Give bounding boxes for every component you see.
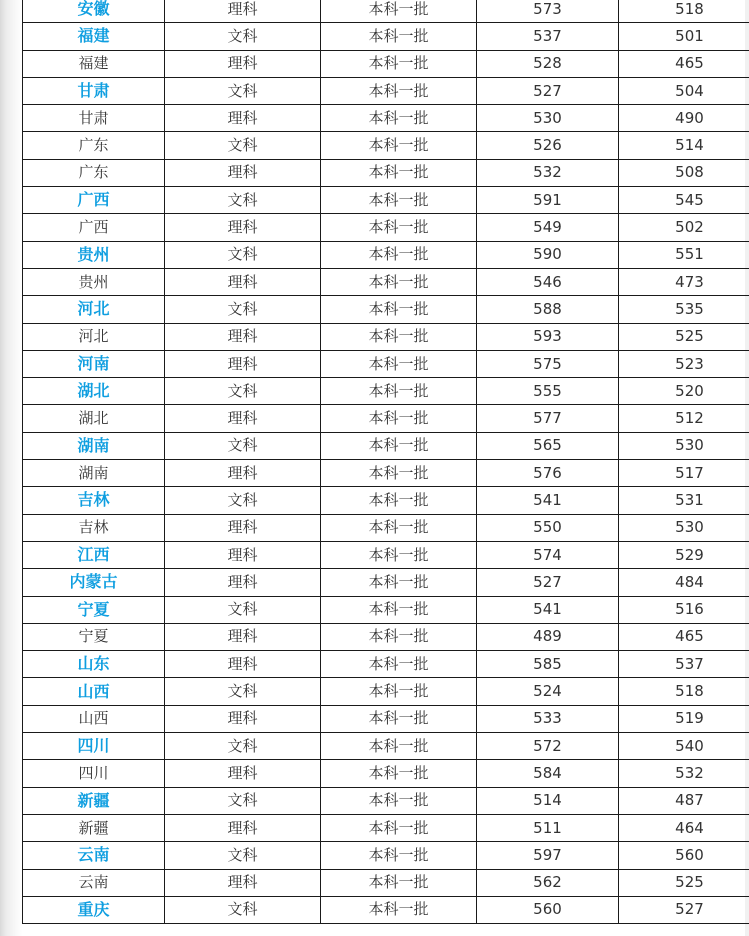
province-link[interactable]: 甘肃 xyxy=(77,81,110,101)
subject-cell: 理科 xyxy=(165,460,321,487)
score-cell: 531 xyxy=(619,487,749,514)
province-label: 广东 xyxy=(78,163,109,182)
subject-cell: 理科 xyxy=(165,651,321,678)
table-row xyxy=(23,896,749,923)
province-label: 四川 xyxy=(78,763,109,782)
table-row xyxy=(23,214,749,241)
province-cell xyxy=(23,760,165,787)
subject-cell: 理科 xyxy=(165,869,321,896)
score-cell: 537 xyxy=(477,23,619,50)
province-label: 贵州 xyxy=(78,272,109,291)
province-cell[interactable] xyxy=(23,432,165,459)
province-cell[interactable] xyxy=(23,296,165,323)
province-cell[interactable] xyxy=(23,77,165,104)
table-row xyxy=(23,623,749,650)
subject-cell: 文科 xyxy=(165,296,321,323)
province-cell[interactable] xyxy=(23,541,165,568)
score-cell: 484 xyxy=(619,569,749,596)
table-row xyxy=(23,596,749,623)
subject-cell: 理科 xyxy=(165,268,321,295)
batch-cell: 本科一批 xyxy=(321,378,477,405)
left-page-gutter xyxy=(0,0,22,936)
score-cell: 551 xyxy=(619,241,749,268)
admission-score-table xyxy=(22,0,749,924)
score-cell: 532 xyxy=(619,760,749,787)
province-cell xyxy=(23,405,165,432)
batch-cell: 本科一批 xyxy=(321,50,477,77)
score-cell: 577 xyxy=(477,405,619,432)
batch-cell: 本科一批 xyxy=(321,187,477,214)
subject-cell: 理科 xyxy=(165,214,321,241)
score-cell: 533 xyxy=(477,705,619,732)
batch-cell: 本科一批 xyxy=(321,214,477,241)
province-label: 山西 xyxy=(78,709,109,728)
province-cell[interactable] xyxy=(23,678,165,705)
score-cell: 519 xyxy=(619,705,749,732)
batch-cell: 本科一批 xyxy=(321,787,477,814)
batch-cell: 本科一批 xyxy=(321,569,477,596)
batch-cell: 本科一批 xyxy=(321,651,477,678)
score-cell: 591 xyxy=(477,187,619,214)
subject-cell: 理科 xyxy=(165,705,321,732)
table-row xyxy=(23,23,749,50)
province-cell xyxy=(23,159,165,186)
batch-cell: 本科一批 xyxy=(321,760,477,787)
batch-cell: 本科一批 xyxy=(321,678,477,705)
batch-cell: 本科一批 xyxy=(321,460,477,487)
subject-cell: 理科 xyxy=(165,514,321,541)
province-link[interactable]: 山西 xyxy=(77,681,110,701)
subject-cell: 文科 xyxy=(165,487,321,514)
score-cell: 520 xyxy=(619,378,749,405)
score-cell: 565 xyxy=(477,432,619,459)
score-cell: 504 xyxy=(619,77,749,104)
province-label: 甘肃 xyxy=(78,108,109,127)
score-cell: 555 xyxy=(477,378,619,405)
table-row xyxy=(23,296,749,323)
province-cell[interactable] xyxy=(23,896,165,923)
score-cell: 508 xyxy=(619,159,749,186)
batch-cell: 本科一批 xyxy=(321,623,477,650)
subject-cell: 文科 xyxy=(165,787,321,814)
subject-cell: 文科 xyxy=(165,77,321,104)
province-cell xyxy=(23,623,165,650)
province-cell xyxy=(23,323,165,350)
score-cell: 464 xyxy=(619,814,749,841)
table-row xyxy=(23,50,749,77)
score-cell: 537 xyxy=(619,651,749,678)
province-cell xyxy=(23,132,165,159)
province-link[interactable]: 河北 xyxy=(77,299,110,319)
score-cell: 524 xyxy=(477,678,619,705)
score-cell: 487 xyxy=(619,787,749,814)
score-cell: 535 xyxy=(619,296,749,323)
table-row xyxy=(23,460,749,487)
province-label: 广西 xyxy=(78,218,109,237)
score-cell: 465 xyxy=(619,623,749,650)
score-cell: 560 xyxy=(477,896,619,923)
subject-cell: 文科 xyxy=(165,132,321,159)
table-row xyxy=(23,187,749,214)
score-cell: 517 xyxy=(619,460,749,487)
province-link[interactable]: 安徽 xyxy=(77,0,110,19)
score-cell: 541 xyxy=(477,487,619,514)
batch-cell: 本科一批 xyxy=(321,814,477,841)
batch-cell: 本科一批 xyxy=(321,268,477,295)
province-label: 福建 xyxy=(78,54,109,73)
table-row xyxy=(23,814,749,841)
score-cell: 527 xyxy=(477,569,619,596)
score-cell: 560 xyxy=(619,842,749,869)
score-cell: 511 xyxy=(477,814,619,841)
table-row xyxy=(23,733,749,760)
score-cell: 525 xyxy=(619,323,749,350)
batch-cell: 本科一批 xyxy=(321,896,477,923)
subject-cell: 理科 xyxy=(165,159,321,186)
table-row xyxy=(23,405,749,432)
subject-cell: 理科 xyxy=(165,0,321,23)
table-row xyxy=(23,651,749,678)
score-cell: 525 xyxy=(619,869,749,896)
province-cell[interactable] xyxy=(23,787,165,814)
province-label: 湖北 xyxy=(78,409,109,428)
subject-cell: 文科 xyxy=(165,842,321,869)
batch-cell: 本科一批 xyxy=(321,541,477,568)
province-label: 广东 xyxy=(78,136,109,155)
province-link[interactable]: 江西 xyxy=(77,545,110,565)
subject-cell: 理科 xyxy=(165,541,321,568)
score-cell: 545 xyxy=(619,187,749,214)
score-cell: 546 xyxy=(477,268,619,295)
batch-cell: 本科一批 xyxy=(321,514,477,541)
batch-cell: 本科一批 xyxy=(321,596,477,623)
province-cell[interactable] xyxy=(23,651,165,678)
subject-cell: 理科 xyxy=(165,350,321,377)
batch-cell: 本科一批 xyxy=(321,432,477,459)
batch-cell: 本科一批 xyxy=(321,842,477,869)
province-link[interactable]: 吉林 xyxy=(77,490,110,510)
batch-cell: 本科一批 xyxy=(321,705,477,732)
province-cell[interactable] xyxy=(23,487,165,514)
subject-cell: 理科 xyxy=(165,814,321,841)
score-cell: 514 xyxy=(619,132,749,159)
score-cell: 530 xyxy=(619,432,749,459)
province-link[interactable]: 重庆 xyxy=(77,899,110,919)
table-row xyxy=(23,350,749,377)
batch-cell: 本科一批 xyxy=(321,159,477,186)
subject-cell: 文科 xyxy=(165,596,321,623)
batch-cell: 本科一批 xyxy=(321,23,477,50)
batch-cell: 本科一批 xyxy=(321,132,477,159)
score-cell: 465 xyxy=(619,50,749,77)
province-label: 湖南 xyxy=(78,463,109,482)
batch-cell: 本科一批 xyxy=(321,733,477,760)
subject-cell: 文科 xyxy=(165,432,321,459)
score-cell: 518 xyxy=(619,0,749,23)
subject-cell: 理科 xyxy=(165,405,321,432)
score-cell: 593 xyxy=(477,323,619,350)
province-cell[interactable] xyxy=(23,733,165,760)
score-cell: 574 xyxy=(477,541,619,568)
score-cell: 530 xyxy=(477,105,619,132)
province-link[interactable]: 广西 xyxy=(77,190,110,210)
batch-cell: 本科一批 xyxy=(321,241,477,268)
subject-cell: 文科 xyxy=(165,733,321,760)
province-cell xyxy=(23,268,165,295)
province-cell[interactable] xyxy=(23,241,165,268)
subject-cell: 文科 xyxy=(165,378,321,405)
province-cell xyxy=(23,814,165,841)
province-cell[interactable] xyxy=(23,187,165,214)
batch-cell: 本科一批 xyxy=(321,405,477,432)
province-cell[interactable] xyxy=(23,350,165,377)
score-cell: 528 xyxy=(477,50,619,77)
score-cell: 532 xyxy=(477,159,619,186)
score-cell: 585 xyxy=(477,651,619,678)
province-link[interactable]: 湖南 xyxy=(77,435,110,455)
province-label: 吉林 xyxy=(78,518,109,537)
table-row xyxy=(23,159,749,186)
province-cell[interactable] xyxy=(23,569,165,596)
score-cell: 527 xyxy=(477,77,619,104)
table-row xyxy=(23,541,749,568)
subject-cell: 文科 xyxy=(165,896,321,923)
table-row xyxy=(23,869,749,896)
batch-cell: 本科一批 xyxy=(321,105,477,132)
subject-cell: 理科 xyxy=(165,323,321,350)
province-link[interactable]: 贵州 xyxy=(77,244,110,264)
score-cell: 541 xyxy=(477,596,619,623)
subject-cell: 文科 xyxy=(165,241,321,268)
score-cell: 514 xyxy=(477,787,619,814)
province-cell[interactable] xyxy=(23,378,165,405)
table-row xyxy=(23,760,749,787)
score-cell: 597 xyxy=(477,842,619,869)
table-row xyxy=(23,569,749,596)
batch-cell: 本科一批 xyxy=(321,350,477,377)
province-link[interactable]: 云南 xyxy=(77,845,110,865)
table-row xyxy=(23,268,749,295)
batch-cell: 本科一批 xyxy=(321,487,477,514)
province-link[interactable]: 山东 xyxy=(77,654,110,674)
score-cell: 473 xyxy=(619,268,749,295)
batch-cell: 本科一批 xyxy=(321,0,477,23)
score-cell: 590 xyxy=(477,241,619,268)
score-cell: 489 xyxy=(477,623,619,650)
score-cell: 529 xyxy=(619,541,749,568)
table-row xyxy=(23,241,749,268)
score-cell: 523 xyxy=(619,350,749,377)
table-row xyxy=(23,77,749,104)
subject-cell: 理科 xyxy=(165,105,321,132)
score-cell: 572 xyxy=(477,733,619,760)
score-cell: 490 xyxy=(619,105,749,132)
province-cell xyxy=(23,514,165,541)
province-cell xyxy=(23,869,165,896)
table-row xyxy=(23,705,749,732)
table-row xyxy=(23,787,749,814)
table-row xyxy=(23,487,749,514)
province-label: 宁夏 xyxy=(78,627,109,646)
province-cell[interactable] xyxy=(23,23,165,50)
subject-cell: 理科 xyxy=(165,760,321,787)
score-cell: 530 xyxy=(619,514,749,541)
score-table-body xyxy=(23,0,749,924)
score-cell: 588 xyxy=(477,296,619,323)
score-cell: 550 xyxy=(477,514,619,541)
table-row xyxy=(23,678,749,705)
score-cell: 540 xyxy=(619,733,749,760)
province-cell xyxy=(23,50,165,77)
table-row xyxy=(23,842,749,869)
score-cell: 502 xyxy=(619,214,749,241)
table-row xyxy=(23,378,749,405)
batch-cell: 本科一批 xyxy=(321,77,477,104)
province-cell xyxy=(23,214,165,241)
subject-cell: 文科 xyxy=(165,23,321,50)
province-link[interactable]: 福建 xyxy=(77,26,110,46)
province-cell xyxy=(23,105,165,132)
province-cell[interactable] xyxy=(23,842,165,869)
score-cell: 584 xyxy=(477,760,619,787)
table-row xyxy=(23,132,749,159)
subject-cell: 文科 xyxy=(165,187,321,214)
province-link[interactable]: 河南 xyxy=(77,354,110,373)
table-row xyxy=(23,432,749,459)
score-cell: 518 xyxy=(619,678,749,705)
score-cell: 516 xyxy=(619,596,749,623)
table-row xyxy=(23,0,749,23)
table-row xyxy=(23,323,749,350)
subject-cell: 理科 xyxy=(165,50,321,77)
batch-cell: 本科一批 xyxy=(321,323,477,350)
province-link[interactable]: 宁夏 xyxy=(77,599,110,619)
province-label: 河北 xyxy=(78,327,109,346)
score-cell: 501 xyxy=(619,23,749,50)
province-label: 云南 xyxy=(78,873,109,892)
province-link[interactable]: 四川 xyxy=(77,736,110,756)
subject-cell: 文科 xyxy=(165,678,321,705)
province-link[interactable]: 湖北 xyxy=(77,381,110,401)
province-cell[interactable] xyxy=(23,0,165,23)
batch-cell: 本科一批 xyxy=(321,296,477,323)
score-cell: 549 xyxy=(477,214,619,241)
score-cell: 573 xyxy=(477,0,619,23)
score-cell: 575 xyxy=(477,350,619,377)
table-row xyxy=(23,514,749,541)
province-label: 新疆 xyxy=(78,818,109,837)
province-link[interactable]: 新疆 xyxy=(77,790,110,810)
province-cell xyxy=(23,705,165,732)
table-row xyxy=(23,105,749,132)
score-cell: 527 xyxy=(619,896,749,923)
score-cell: 526 xyxy=(477,132,619,159)
province-link[interactable]: 内蒙古 xyxy=(69,572,118,592)
subject-cell: 理科 xyxy=(165,623,321,650)
subject-cell: 理科 xyxy=(165,569,321,596)
province-cell[interactable] xyxy=(23,596,165,623)
score-cell: 562 xyxy=(477,869,619,896)
batch-cell: 本科一批 xyxy=(321,869,477,896)
province-cell xyxy=(23,460,165,487)
score-cell: 576 xyxy=(477,460,619,487)
score-cell: 512 xyxy=(619,405,749,432)
